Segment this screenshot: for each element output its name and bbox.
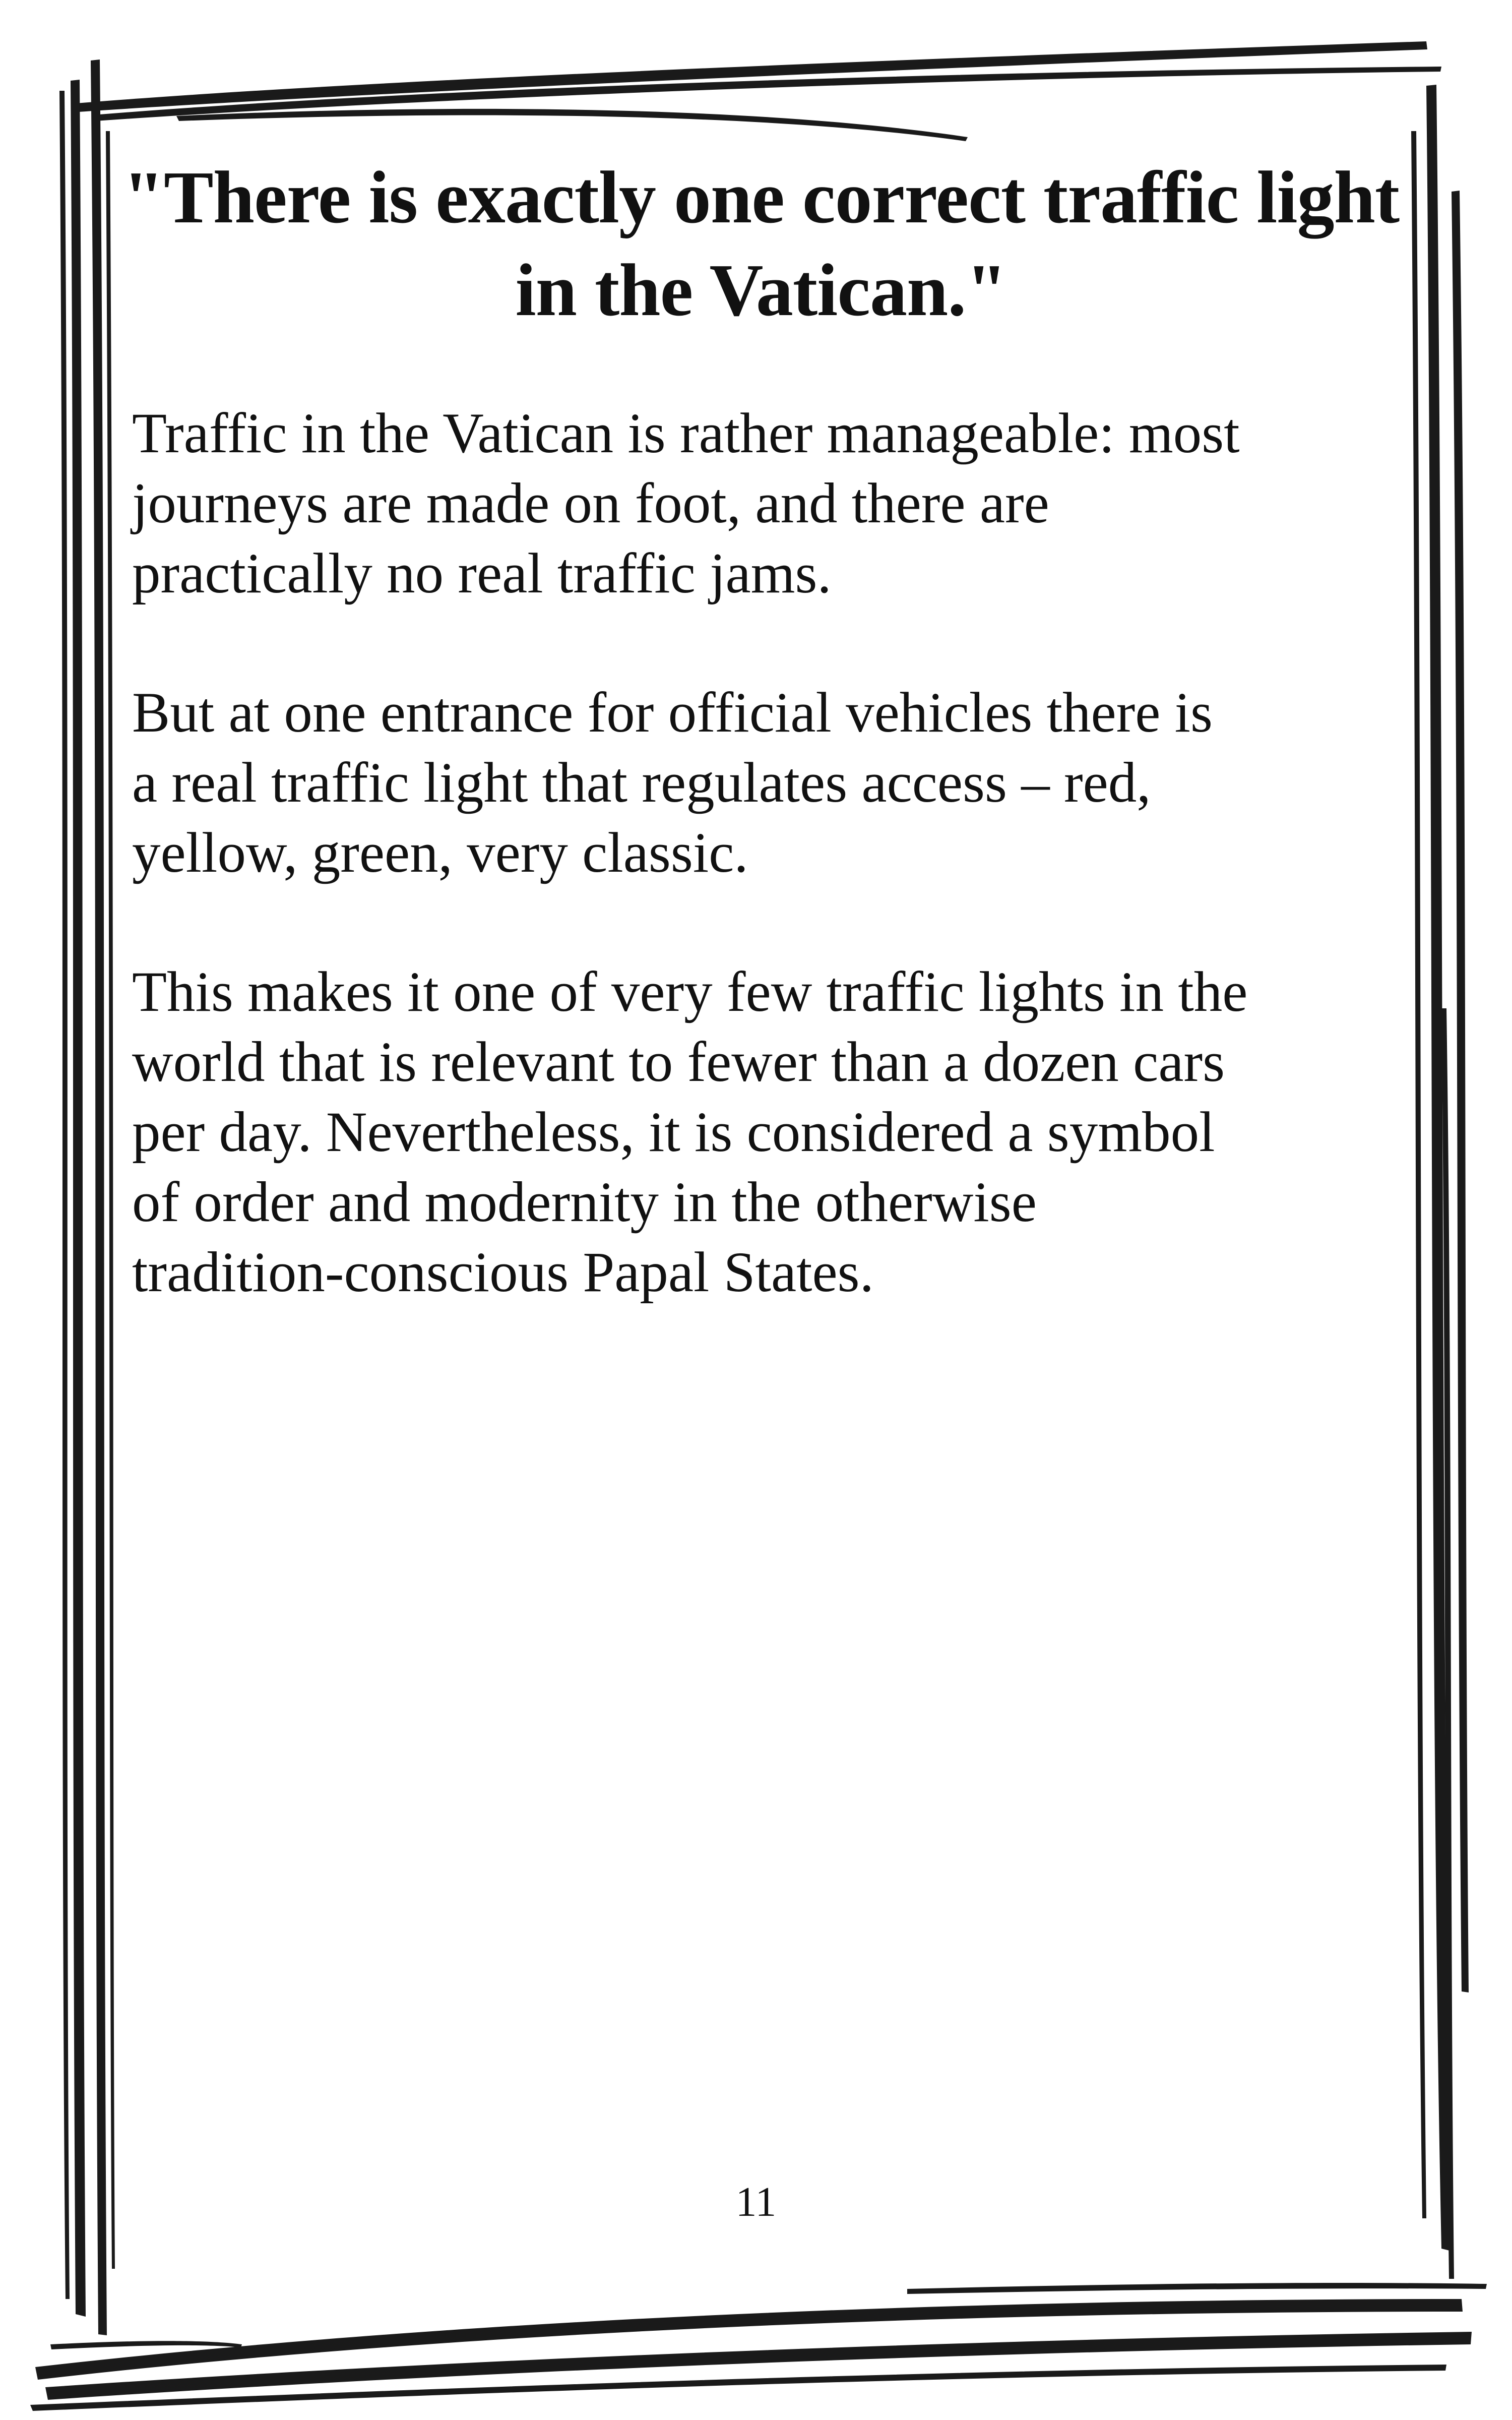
paragraph-2: But at one entrance for official vehicles there is a real traffic light that regulates access – red, yellow, green, very classic. (132, 681, 1213, 884)
body-text (132, 398, 1422, 1376)
paragraph-1: Traffic in the Vatican is rather manageable: most journeys are made on foot, and there are practically no real traffic jams. (132, 402, 1240, 605)
paragraph-3: This makes it one of very few traffic lights in the world that is relevant to fewer than a dozen cars per day. Nevertheless, it is considered a symbol of order and modernity in the otherwise tradition-conscious Papal States. (132, 960, 1248, 1304)
page-title: "There is exactly one correct traffic light in the Vatican." (122, 156, 1400, 332)
page-number: 11 (735, 2179, 777, 2225)
